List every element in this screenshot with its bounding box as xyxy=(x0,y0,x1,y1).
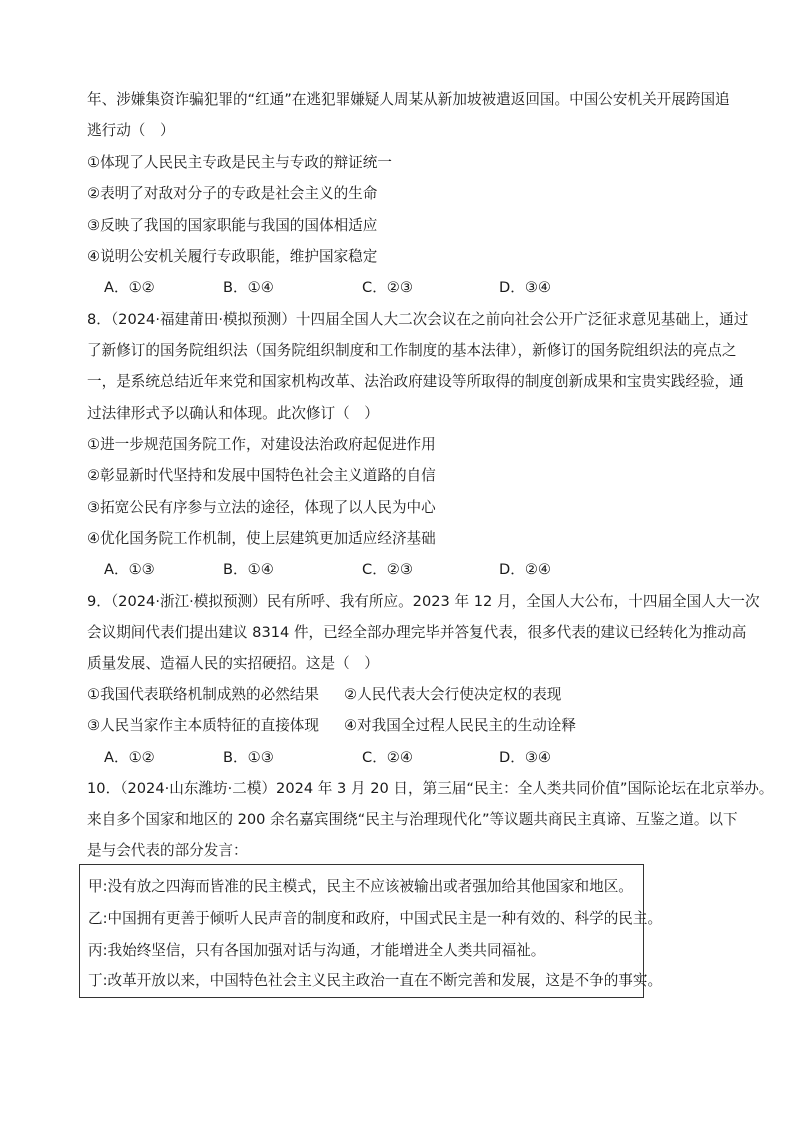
q9-option-c[interactable]: C．②④ xyxy=(362,749,413,766)
q9-option-a[interactable]: A．①② xyxy=(104,749,155,766)
q7-stem-line-1: 年、涉嫌集资诈骗犯罪的“红通”在逃犯罪嫌疑人周某从新加坡被遣返回国。中国公安机关开展跨国追 xyxy=(87,91,730,108)
q10-speech-box xyxy=(79,864,663,998)
q8-statement-1: ①进一步规范国务院工作，对建设法治政府起促进作用 xyxy=(87,436,436,453)
q9-options xyxy=(0,748,794,768)
q10-stem-line-1: 10．（2024·山东潍坊·二模）2024 年 3 月 20 日，第三届“民主：全人类共同价值”国际论坛在北京举办。 xyxy=(87,780,774,797)
q10-speech-jia: 甲:没有放之四海而皆准的民主模式，民主不应该被输出或者强加给其他国家和地区。 xyxy=(88,878,633,895)
q7-statement-4: ④说明公安机关履行专政职能，维护国家稳定 xyxy=(87,248,378,265)
q9-option-b[interactable]: B．①③ xyxy=(223,749,274,766)
q8-statement-4: ④优化国务院工作机制，使上层建筑更加适应经济基础 xyxy=(87,530,436,547)
q7-statement-3: ③反映了我国的国家职能与我国的国体相适应 xyxy=(87,217,378,234)
q7-options xyxy=(0,278,794,298)
q8-statement-2: ②彰显新时代坚持和发展中国特色社会主义道路的自信 xyxy=(87,467,436,484)
q9-stem-line-1: 9．（2024·浙江·模拟预测）民有所呼、我有所应。2023 年 12 月，全国人大公布，十四届全国人大一次 xyxy=(87,593,760,610)
q9-stem-line-3: 质量发展、造福人民的实招硬招。这是（ ） xyxy=(87,655,379,672)
q9-option-d[interactable]: D．③④ xyxy=(499,749,551,766)
q7-option-b[interactable]: B．①④ xyxy=(223,279,274,296)
q8-stem-line-4: 过法律形式予以确认和体现。此次修订（ ） xyxy=(87,405,379,422)
q7-statement-1: ①体现了人民民主专政是民主与专政的辩证统一 xyxy=(87,154,392,171)
q7-stem-line-2: 逃行动（ ） xyxy=(87,122,175,139)
q7-option-a[interactable]: A．①② xyxy=(104,279,155,296)
q8-statement-3: ③拓宽公民有序参与立法的途径，体现了以人民为中心 xyxy=(87,499,436,516)
q8-options xyxy=(0,560,794,580)
q7-option-c[interactable]: C．②③ xyxy=(362,279,413,296)
q8-option-d[interactable]: D．②④ xyxy=(499,561,551,578)
q10-stem-line-2: 来自多个国家和地区的 200 余名嘉宾围绕“民主与治理现代化”等议题共商民主真谛、互鉴之道。以下 xyxy=(87,811,738,828)
q9-statement-3: ③人民当家作主本质特征的直接体现 xyxy=(87,717,319,734)
q8-stem-line-3: 一，是系统总结近年来党和国家机构改革、法治政府建设等所取得的制度创新成果和宝贵实践经验，通 xyxy=(87,373,744,390)
q7-option-d[interactable]: D．③④ xyxy=(499,279,551,296)
q8-option-a[interactable]: A．①③ xyxy=(104,561,155,578)
q7-statement-2: ②表明了对敌对分子的专政是社会主义的生命 xyxy=(87,185,378,202)
q8-option-c[interactable]: C．②③ xyxy=(362,561,413,578)
q10-speech-bing: 丙:我始终坚信，只有各国加强对话与沟通，才能增进全人类共同福祉。 xyxy=(88,942,546,959)
q9-statement-4: ④对我国全过程人民民主的生动诠释 xyxy=(344,717,576,734)
q9-statement-2: ②人民代表大会行使决定权的表现 xyxy=(344,686,562,703)
q8-option-b[interactable]: B．①④ xyxy=(223,561,274,578)
q9-stem-line-2: 会议期间代表们提出建议 8314 件，已经全部办理完毕并答复代表，很多代表的建议已经转化为推动高 xyxy=(87,624,747,641)
q10-stem-line-3: 是与会代表的部分发言： xyxy=(87,842,248,859)
q10-speech-ding: 丁:改革开放以来，中国特色社会主义民主政治一直在不断完善和发展，这是不争的事实。 xyxy=(88,972,663,989)
q9-statement-1: ①我国代表联络机制成熟的必然结果 xyxy=(87,686,319,703)
q10-speech-yi: 乙:中国拥有更善于倾听人民声音的制度和政府，中国式民主是一种有效的、科学的民主。 xyxy=(88,910,663,927)
q8-stem-line-1: 8．（2024·福建莆田·模拟预测）十四届全国人大二次会议在之前向社会公开广泛征求意见基础上，通过 xyxy=(87,311,749,328)
q8-stem-line-2: 了新修订的国务院组织法（国务院组织制度和工作制度的基本法律），新修订的国务院组织法的亮点之 xyxy=(87,342,737,359)
